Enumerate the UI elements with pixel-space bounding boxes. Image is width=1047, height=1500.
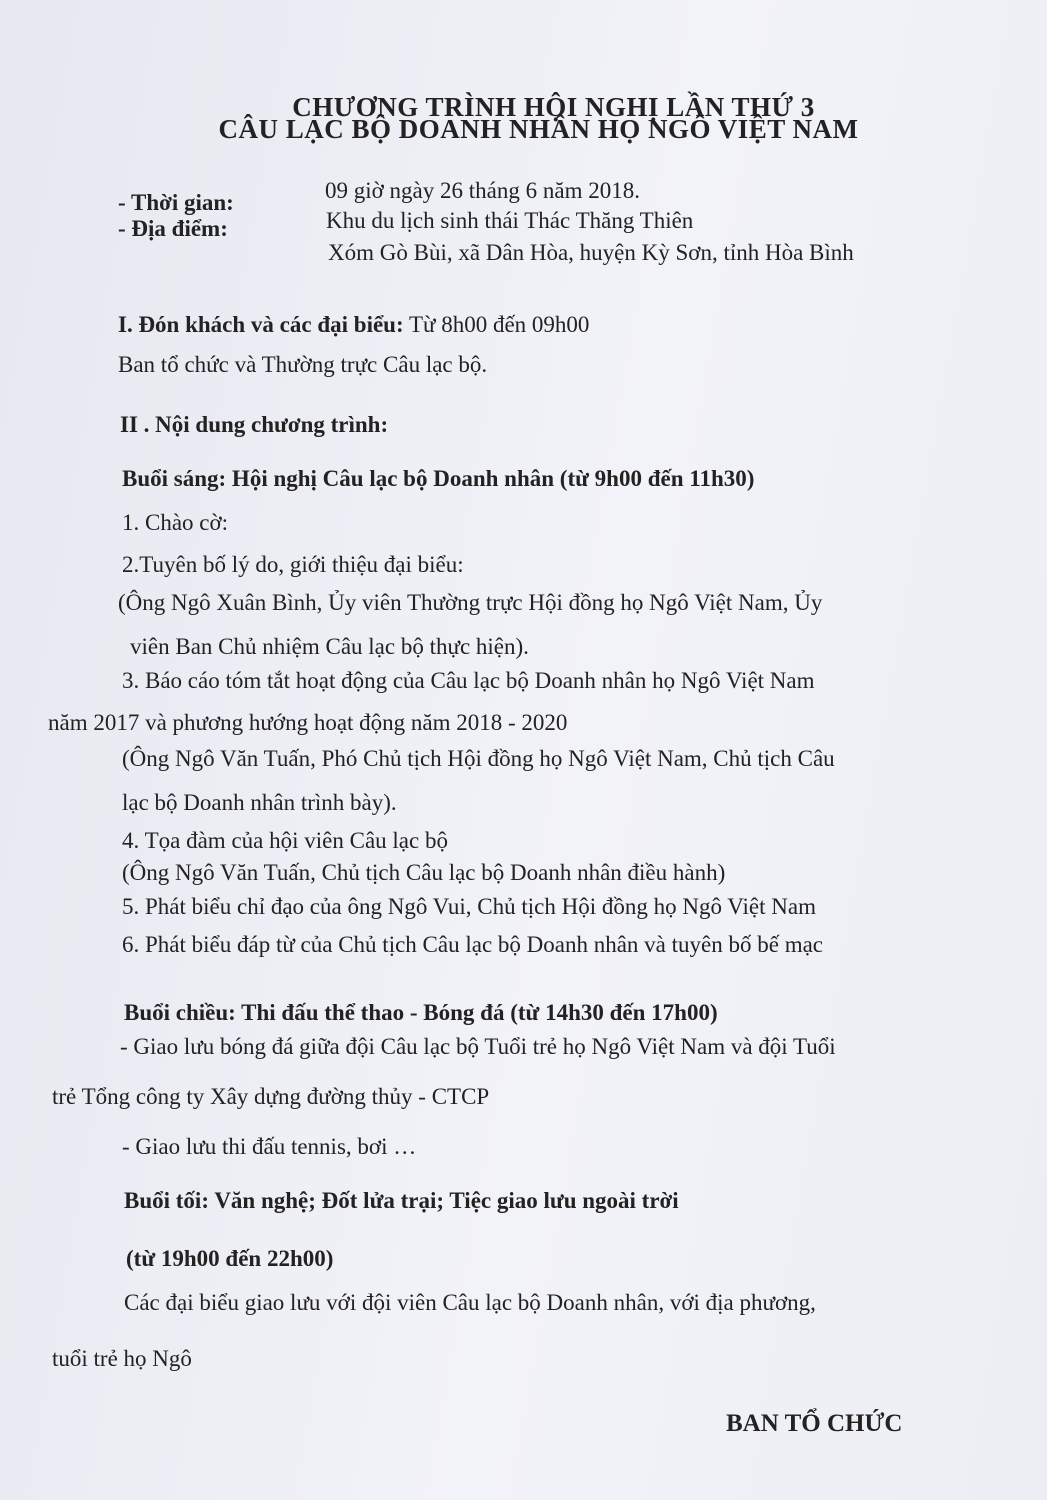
morning-item-3-cont: năm 2017 và phương hướng hoạt động năm 2018 - 2020 xyxy=(48,710,568,735)
morning-item-3-detail-2: lạc bộ Doanh nhân trình bày). xyxy=(122,790,397,815)
evening-body-1: Các đại biểu giao lưu với đội viên Câu lạc bộ Doanh nhân, với địa phương, xyxy=(124,1290,816,1315)
time-value: 09 giờ ngày 26 tháng 6 năm 2018. xyxy=(325,178,640,203)
title-line-1: CHƯƠNG TRÌNH HỘI NGHỊ LẦN THỨ 3 xyxy=(292,92,815,122)
afternoon-item-1-cont: trẻ Tổng công ty Xây dựng đường thủy - CTCP xyxy=(52,1084,490,1109)
place-value-2: Xóm Gò Bùi, xã Dân Hòa, huyện Kỳ Sơn, tỉnh Hòa Bình xyxy=(328,240,854,265)
morning-heading: Buổi sáng: Hội nghị Câu lạc bộ Doanh nhân (từ 9h00 đến 11h30) xyxy=(122,466,755,491)
section-1-heading-time: Từ 8h00 đến 09h00 xyxy=(403,312,590,337)
morning-item-4: 4. Tọa đàm của hội viên Câu lạc bộ xyxy=(122,828,448,853)
signature: BAN TỔ CHỨC xyxy=(726,1410,903,1437)
morning-item-5: 5. Phát biểu chỉ đạo của ông Ngô Vui, Chủ tịch Hội đồng họ Ngô Việt Nam xyxy=(122,894,816,919)
morning-item-1: 1. Chào cờ: xyxy=(122,510,229,535)
morning-item-4-detail: (Ông Ngô Văn Tuấn, Chủ tịch Câu lạc bộ Doanh nhân điều hành) xyxy=(122,860,726,885)
time-label: - Thời gian: xyxy=(118,190,234,215)
afternoon-item-2: - Giao lưu thi đấu tennis, bơi … xyxy=(122,1134,417,1159)
afternoon-item-1: - Giao lưu bóng đá giữa đội Câu lạc bộ Tuổi trẻ họ Ngô Việt Nam và đội Tuổi xyxy=(120,1034,836,1059)
evening-body-2: tuổi trẻ họ Ngô xyxy=(52,1346,192,1371)
morning-item-2-detail-1: (Ông Ngô Xuân Bình, Ủy viên Thường trực Hội đồng họ Ngô Việt Nam, Ủy xyxy=(118,590,823,615)
evening-heading-1: Buổi tối: Văn nghệ; Đốt lửa trại; Tiệc giao lưu ngoài trời xyxy=(124,1188,679,1213)
morning-item-2: 2.Tuyên bố lý do, giới thiệu đại biểu: xyxy=(122,552,464,577)
morning-item-3: 3. Báo cáo tóm tắt hoạt động của Câu lạc bộ Doanh nhân họ Ngô Việt Nam xyxy=(122,668,815,693)
place-label: - Địa điểm: xyxy=(118,216,228,241)
morning-item-3-detail-1: (Ông Ngô Văn Tuấn, Phó Chủ tịch Hội đồng họ Ngô Việt Nam, Chủ tịch Câu xyxy=(122,746,835,771)
section-1-body: Ban tổ chức và Thường trực Câu lạc bộ. xyxy=(118,352,488,377)
section-1-heading xyxy=(118,312,589,338)
place-value-1: Khu du lịch sinh thái Thác Thăng Thiên xyxy=(326,208,694,233)
morning-item-2-detail-2: viên Ban Chủ nhiệm Câu lạc bộ thực hiện). xyxy=(130,634,529,659)
title-line-2: CÂU LẠC BỘ DOANH NHÂN HỌ NGÔ VIỆT NAM xyxy=(218,114,859,144)
afternoon-heading: Buổi chiều: Thi đấu thể thao - Bóng đá (từ 14h30 đến 17h00) xyxy=(124,1000,718,1025)
evening-heading-2: (từ 19h00 đến 22h00) xyxy=(126,1246,334,1271)
section-1-heading-label: I. Đón khách và các đại biểu: xyxy=(118,312,404,337)
section-2-heading: II . Nội dung chương trình: xyxy=(120,412,389,437)
morning-item-6: 6. Phát biểu đáp từ của Chủ tịch Câu lạc bộ Doanh nhân và tuyên bố bế mạc xyxy=(122,932,824,957)
